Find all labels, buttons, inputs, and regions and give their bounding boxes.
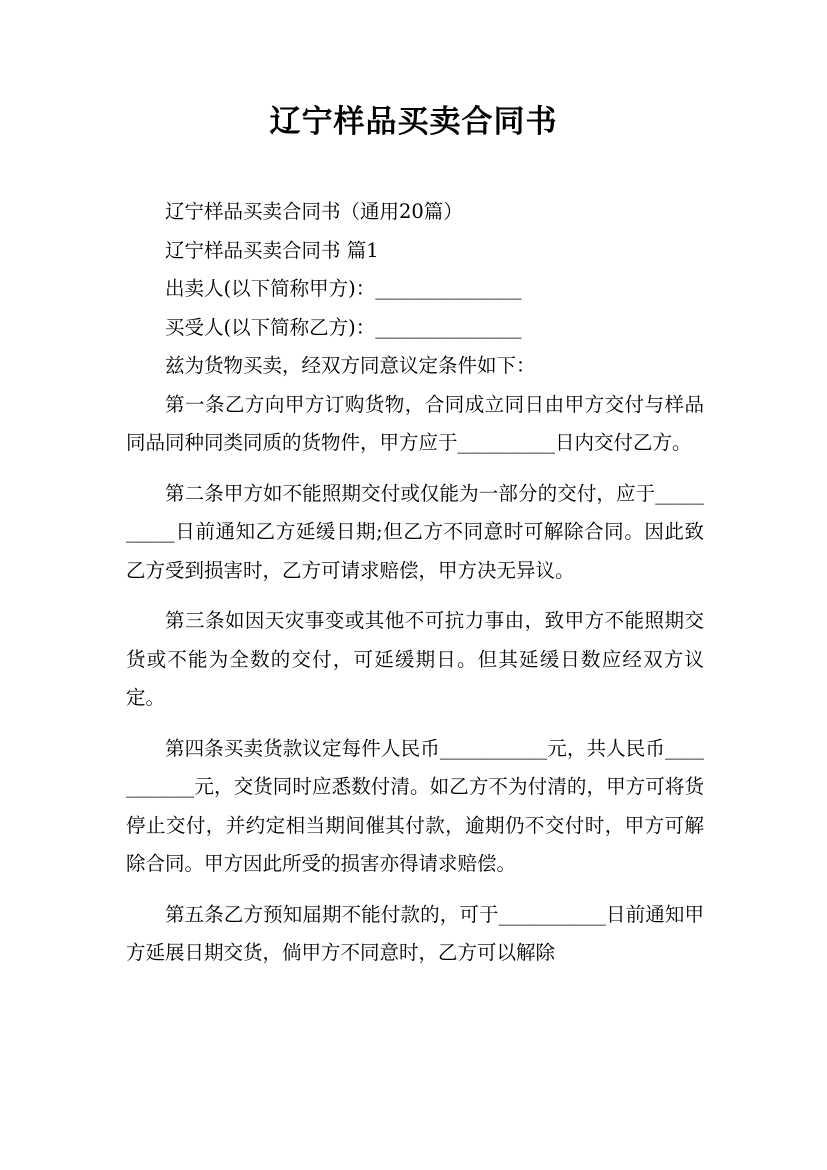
subtitle-paragraph: 辽宁样品买卖合同书（通用20篇） [165, 200, 463, 223]
seller-line: 出卖人(以下简称甲方)：_______________ [165, 277, 522, 300]
article-4-paragraph: 第四条买卖货款议定每件人民币___________元，共人民币___________元，交货同时应悉数付清。如乙方不为付清的，甲方可将货停止交付，并约定相当期间催其付款，逾期仍不交付时，甲方可解除合同。甲方因此所受的损害亦得请求赔偿。 [126, 736, 704, 875]
preamble-paragraph: 兹为货物买卖，经双方同意议定条件如下： [165, 354, 536, 377]
section-heading: 辽宁样品买卖合同书 篇1 [165, 238, 379, 262]
article-3-paragraph: 第三条如因天灾事变或其他不可抗力事由，致甲方不能照期交货或不能为全数的交付，可延缓期日。但其延缓日数应经双方议定。 [126, 609, 704, 709]
buyer-line: 买受人(以下简称乙方)：_______________ [165, 315, 522, 339]
article-5-paragraph: 第五条乙方预知届期不能付款的，可于___________日前通知甲方延展日期交货，倘甲方不同意时，乙方可以解除 [126, 902, 704, 964]
document-body [126, 193, 704, 973]
article-1-paragraph: 第一条乙方向甲方订购货物，合同成立同日由甲方交付与样品同品同种同类同质的货物件，甲方应于__________日内交付乙方。 [126, 392, 704, 454]
document-title: 辽宁样品买卖合同书 [269, 104, 558, 140]
article-2-paragraph: 第二条甲方如不能照期交付或仅能为一部分的交付，应于__________日前通知乙方延缓日期;但乙方不同意时可解除合同。因此致乙方受到损害时，乙方可请求赔偿，甲方决无异议。 [126, 481, 704, 582]
